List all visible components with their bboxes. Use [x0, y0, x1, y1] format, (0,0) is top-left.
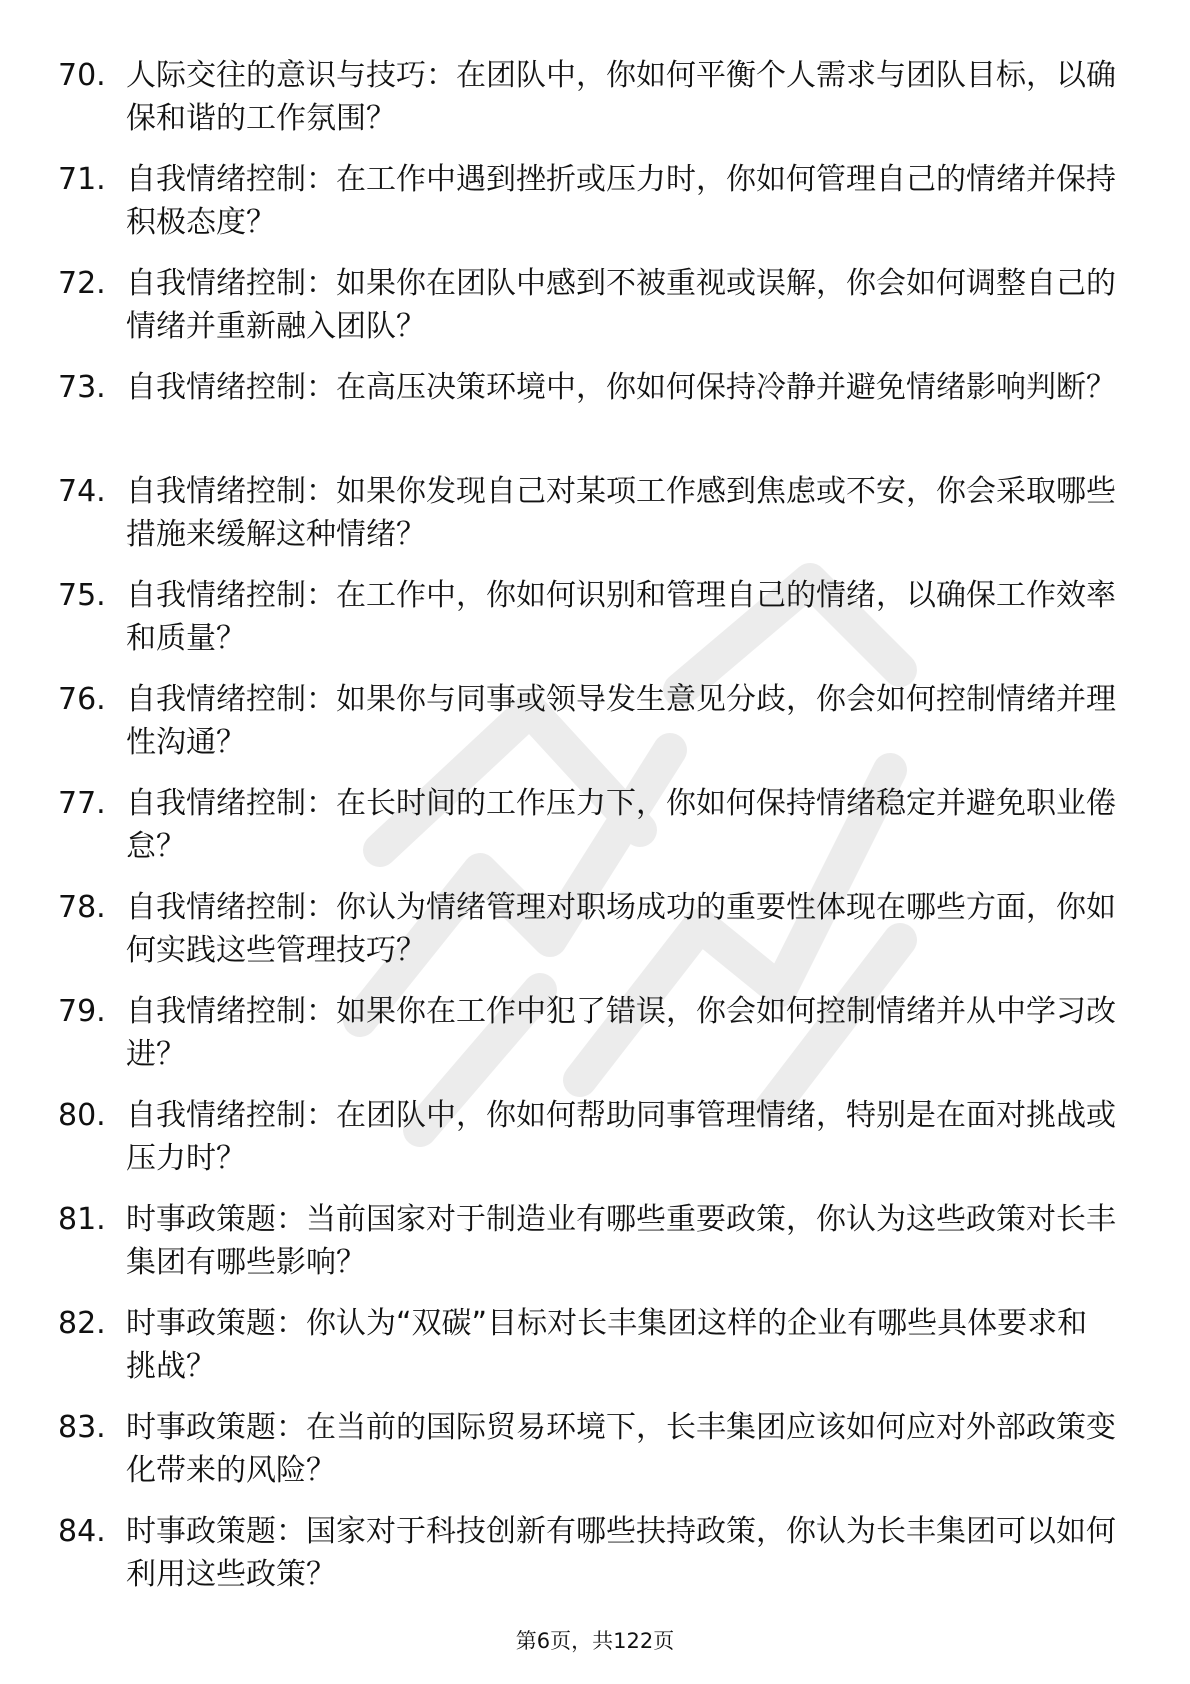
question-text: 自我情绪控制：你认为情绪管理对职场成功的重要性体现在哪些方面，你如何实践这些管理技巧？	[126, 890, 1116, 968]
page-footer: 第6页，共122页	[515, 1629, 675, 1653]
question-item	[58, 782, 1128, 886]
question-item	[58, 678, 1128, 782]
question-text: 自我情绪控制：如果你在团队中感到不被重视或误解，你会如何调整自己的情绪并重新融入团队？	[126, 266, 1116, 344]
question-item	[58, 366, 1128, 470]
question-text: 时事政策题：你认为“双碳”目标对长丰集团这样的企业有哪些具体要求和挑战？	[126, 1306, 1088, 1384]
question-number: 72.	[58, 266, 106, 301]
question-item	[58, 886, 1128, 990]
question-item	[58, 1510, 1128, 1614]
question-text: 自我情绪控制：在工作中，你如何识别和管理自己的情绪，以确保工作效率和质量？	[126, 578, 1116, 656]
question-item	[58, 990, 1128, 1094]
question-text: 时事政策题：当前国家对于制造业有哪些重要政策，你认为这些政策对长丰集团有哪些影响？	[126, 1202, 1116, 1280]
question-text: 人际交往的意识与技巧：在团队中，你如何平衡个人需求与团队目标，以确保和谐的工作氛围？	[126, 58, 1116, 136]
question-item	[58, 262, 1128, 366]
question-number: 76.	[58, 682, 106, 717]
question-number: 82.	[58, 1306, 106, 1341]
question-number: 71.	[58, 162, 106, 197]
question-list	[58, 54, 1128, 1614]
question-item	[58, 574, 1128, 678]
question-item	[58, 1302, 1128, 1406]
question-text: 自我情绪控制：在长时间的工作压力下，你如何保持情绪稳定并避免职业倦怠？	[126, 786, 1116, 864]
question-number: 84.	[58, 1514, 106, 1549]
question-item	[58, 470, 1128, 574]
question-number: 79.	[58, 994, 106, 1029]
question-number: 81.	[58, 1202, 106, 1237]
question-number: 73.	[58, 370, 106, 405]
question-text: 时事政策题：国家对于科技创新有哪些扶持政策，你认为长丰集团可以如何利用这些政策？	[126, 1514, 1116, 1592]
question-text: 自我情绪控制：如果你发现自己对某项工作感到焦虑或不安，你会采取哪些措施来缓解这种情绪？	[126, 474, 1116, 552]
question-item	[58, 54, 1128, 158]
question-number: 77.	[58, 786, 106, 821]
question-number: 80.	[58, 1098, 106, 1133]
question-number: 78.	[58, 890, 106, 925]
question-item	[58, 1094, 1128, 1198]
question-number: 83.	[58, 1410, 106, 1445]
question-text: 自我情绪控制：在高压决策环境中，你如何保持冷静并避免情绪影响判断？	[126, 370, 1116, 405]
question-text: 时事政策题：在当前的国际贸易环境下，长丰集团应该如何应对外部政策变化带来的风险？	[126, 1410, 1116, 1488]
question-text: 自我情绪控制：在工作中遇到挫折或压力时，你如何管理自己的情绪并保持积极态度？	[126, 162, 1116, 240]
question-item	[58, 1198, 1128, 1302]
question-number: 74.	[58, 474, 106, 509]
question-number: 70.	[58, 58, 106, 93]
question-item	[58, 158, 1128, 262]
question-text: 自我情绪控制：在团队中，你如何帮助同事管理情绪，特别是在面对挑战或压力时？	[126, 1098, 1116, 1176]
question-number: 75.	[58, 578, 106, 613]
question-item	[58, 1406, 1128, 1510]
question-text: 自我情绪控制：如果你在工作中犯了错误，你会如何控制情绪并从中学习改进？	[126, 994, 1116, 1072]
question-text: 自我情绪控制：如果你与同事或领导发生意见分歧，你会如何控制情绪并理性沟通？	[126, 682, 1116, 760]
